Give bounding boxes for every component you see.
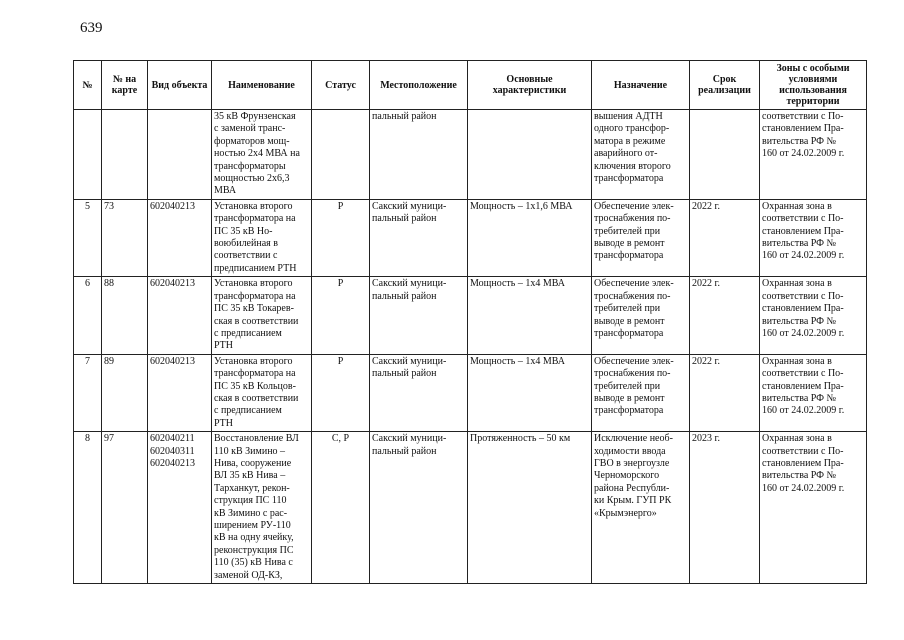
cell-term	[690, 110, 760, 200]
cell-term: 2022 г.	[690, 199, 760, 276]
table-row	[74, 277, 867, 354]
cell-num	[74, 110, 102, 200]
cell-status: Р	[312, 354, 370, 431]
cell-name: Установка второго трансформатора на ПС 35 кВ Кольцов- ская в соответствии с предписанием РТН	[212, 354, 312, 431]
planning-table	[73, 60, 867, 584]
header-map-no: № на карте	[102, 61, 148, 110]
cell-purpose: Исключение необ- ходимости ввода ГВО в энергоузле Черноморского района Республи- ки Крым. ГУП РК «Крымэнерго»	[592, 432, 690, 584]
cell-term: 2023 г.	[690, 432, 760, 584]
cell-characteristics: Мощность – 1х4 МВА	[468, 354, 592, 431]
header-num: №	[74, 61, 102, 110]
cell-num: 8	[74, 432, 102, 584]
table-row	[74, 199, 867, 276]
cell-kind: 602040213	[148, 277, 212, 354]
cell-kind	[148, 110, 212, 200]
cell-zones: Охранная зона в соответствии с По- становлением Пра- вительства РФ № 160 от 24.02.2009 г.	[760, 432, 867, 584]
cell-zones: Охранная зона в соответствии с По- становлением Пра- вительства РФ № 160 от 24.02.2009 г.	[760, 199, 867, 276]
cell-purpose: Обеспечение элек- троснабжения по- требителей при выводе в ремонт трансформатора	[592, 199, 690, 276]
header-kind: Вид объекта	[148, 61, 212, 110]
page-number: 639	[80, 20, 103, 36]
cell-zones: Охранная зона в соответствии с По- становлением Пра- вительства РФ № 160 от 24.02.2009 г.	[760, 277, 867, 354]
table-row	[74, 354, 867, 431]
cell-zones: Охранная зона в соответствии с По- становлением Пра- вительства РФ № 160 от 24.02.2009 г.	[760, 354, 867, 431]
cell-status	[312, 110, 370, 200]
cell-name: Восстановление ВЛ 110 кВ Зимино – Нива, сооружение ВЛ 35 кВ Нива – Тарханкут, рекон- струкция ПС 110 кВ Зимино с рас- ширением РУ-110 кВ на одну ячейку, реконструкция ПС 110 (35) кВ Нива с заменой ОД-КЗ,	[212, 432, 312, 584]
cell-term: 2022 г.	[690, 277, 760, 354]
cell-num: 6	[74, 277, 102, 354]
cell-map-no: 73	[102, 199, 148, 276]
cell-map-no: 97	[102, 432, 148, 584]
header-purpose: Назначение	[592, 61, 690, 110]
cell-kind: 602040211 602040311 602040213	[148, 432, 212, 584]
cell-status: Р	[312, 199, 370, 276]
cell-location: Сакский муници- пальный район	[370, 432, 468, 584]
cell-purpose: Обеспечение элек- троснабжения по- требителей при выводе в ремонт трансформатора	[592, 277, 690, 354]
table-row	[74, 432, 867, 584]
cell-num: 5	[74, 199, 102, 276]
cell-map-no	[102, 110, 148, 200]
header-zones: Зоны с особыми условиями использования территории	[760, 61, 867, 110]
cell-location: Сакский муници- пальный район	[370, 354, 468, 431]
cell-characteristics: Мощность – 1х1,6 МВА	[468, 199, 592, 276]
cell-num: 7	[74, 354, 102, 431]
cell-term: 2022 г.	[690, 354, 760, 431]
cell-status: С, Р	[312, 432, 370, 584]
cell-kind: 602040213	[148, 354, 212, 431]
header-name: Наименование	[212, 61, 312, 110]
cell-name: Установка второго трансформатора на ПС 35 кВ Но- воюбилейная в соответствии с предписанием РТН	[212, 199, 312, 276]
cell-zones: соответствии с По- становлением Пра- вительства РФ № 160 от 24.02.2009 г.	[760, 110, 867, 200]
cell-name: Установка второго трансформатора на ПС 35 кВ Токарев- ская в соответствии с предписанием РТН	[212, 277, 312, 354]
cell-kind: 602040213	[148, 199, 212, 276]
cell-map-no: 89	[102, 354, 148, 431]
cell-map-no: 88	[102, 277, 148, 354]
cell-location: Сакский муници- пальный район	[370, 277, 468, 354]
header-status: Статус	[312, 61, 370, 110]
cell-status: Р	[312, 277, 370, 354]
cell-characteristics: Протяженность – 50 км	[468, 432, 592, 584]
cell-characteristics: Мощность – 1х4 МВА	[468, 277, 592, 354]
header-location: Местоположение	[370, 61, 468, 110]
header-term: Срок реализации	[690, 61, 760, 110]
header-row	[74, 61, 867, 110]
cell-location: пальный район	[370, 110, 468, 200]
cell-name: 35 кВ Фрунзенская с заменой транс- форматоров мощ- ностью 2х4 МВА на трансформаторы мощностью 2х6,3 МВА	[212, 110, 312, 200]
cell-location: Сакский муници- пальный район	[370, 199, 468, 276]
cell-purpose: Обеспечение элек- троснабжения по- требителей при выводе в ремонт трансформатора	[592, 354, 690, 431]
header-characteristics: Основные характеристики	[468, 61, 592, 110]
cell-purpose: вышения АДТН одного трансфор- матора в режиме аварийного от- ключения второго трансформатора	[592, 110, 690, 200]
table-row	[74, 110, 867, 200]
cell-characteristics	[468, 110, 592, 200]
